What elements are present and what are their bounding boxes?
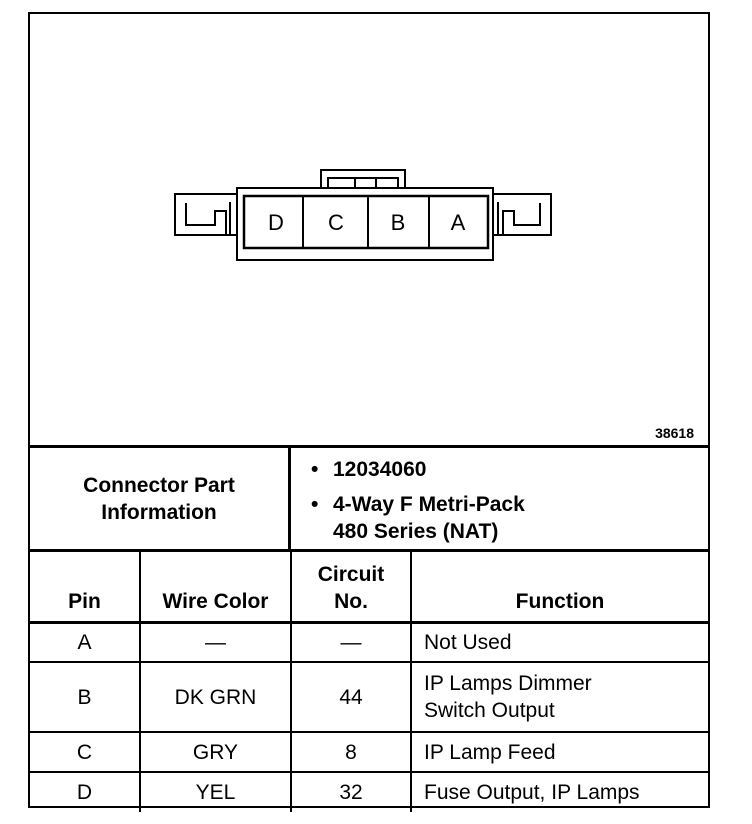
table-row	[30, 662, 708, 732]
header-wire-color: Wire Color	[140, 552, 291, 622]
cell-circuit: —	[291, 622, 411, 662]
cell-pin: B	[30, 662, 140, 732]
pin-label: D	[268, 210, 284, 235]
cell-function: Fuse Output, IP Lamps	[411, 772, 708, 812]
figure-number: 38618	[655, 425, 694, 441]
pin-label: C	[328, 210, 344, 235]
cell-wire-color: YEL	[140, 772, 291, 812]
header-function: Function	[411, 552, 708, 622]
connector-end-view-chart	[28, 12, 710, 808]
pin-label: B	[390, 210, 406, 235]
cell-pin: A	[30, 622, 140, 662]
pin-label: A	[450, 210, 466, 235]
cell-wire-color: DK GRN	[140, 662, 291, 732]
cell-wire-color: —	[140, 622, 291, 662]
table-row	[30, 732, 708, 772]
part-info-label	[30, 448, 291, 549]
header-pin: Pin	[30, 552, 140, 622]
connector-diagram	[30, 14, 708, 448]
connector-right-tab	[493, 194, 551, 235]
part-info-label-text: Connector Part Information	[83, 473, 235, 524]
pinout-table	[30, 552, 708, 812]
cell-circuit: 8	[291, 732, 411, 772]
part-info-list	[291, 448, 708, 549]
cell-circuit: 44	[291, 662, 411, 732]
cell-wire-color: GRY	[140, 732, 291, 772]
cell-pin: D	[30, 772, 140, 812]
table-row	[30, 772, 708, 812]
part-number: • 12034060	[333, 456, 708, 483]
table-header-row	[30, 552, 708, 622]
cell-function: IP Lamp Feed	[411, 732, 708, 772]
connector-left-tab	[175, 194, 237, 235]
connector-type: • 4-Way F Metri-Pack 480 Series (NAT)	[333, 491, 708, 545]
header-circuit-no: Circuit No.	[291, 552, 411, 622]
cell-function: IP Lamps Dimmer Switch Output	[411, 662, 708, 732]
table-row	[30, 622, 708, 662]
cell-function: Not Used	[411, 622, 708, 662]
cell-pin: C	[30, 732, 140, 772]
connector-part-info	[30, 448, 708, 552]
cell-circuit: 32	[291, 772, 411, 812]
connector-drawing	[30, 14, 708, 448]
